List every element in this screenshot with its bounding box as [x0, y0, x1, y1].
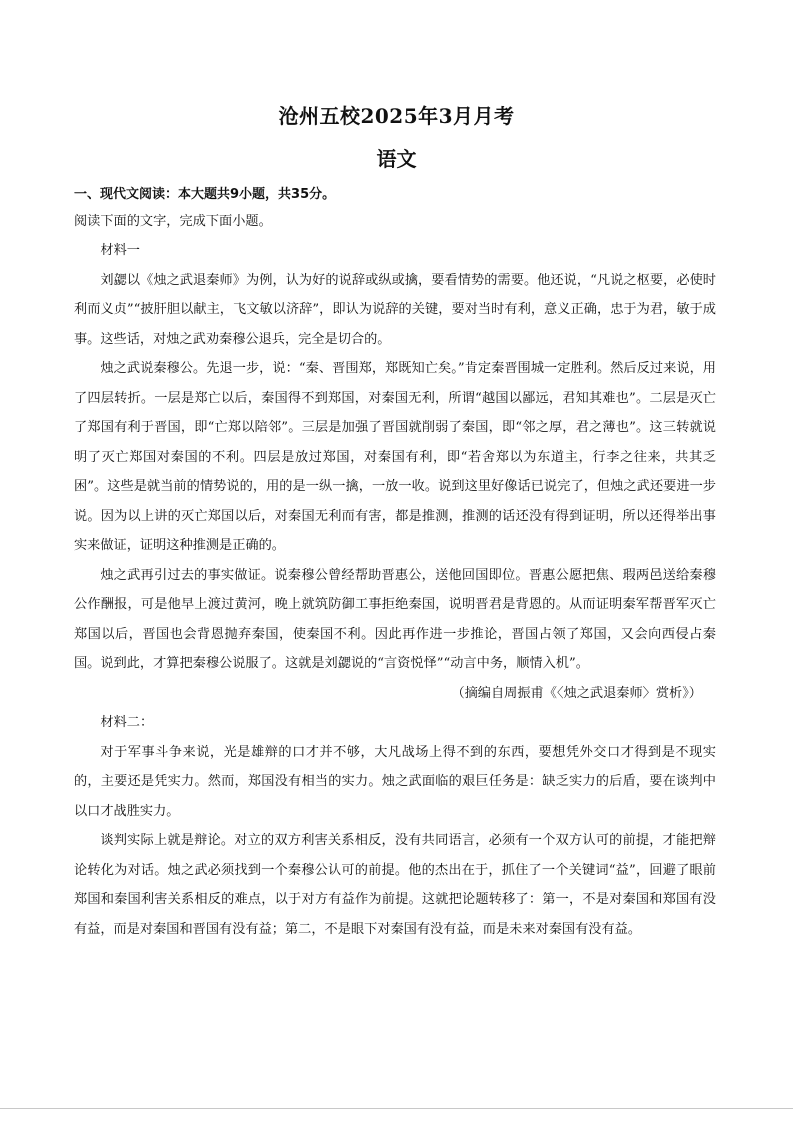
- material2-paragraph: 谈判实际上就是辩论。对立的双方利害关系相反，没有共同语言，必须有一个双方认可的前提，才能把辩论转化为对话。烛之武必须找到一个秦穆公认可的前提。他的杰出在于，抓住了一个关键词“益”，回避了眼前郑国和秦国利害关系相反的难点，以于对方有益作为前提。这就把论题转移了：第一，不是对秦国和郑国有没有益，而是对秦国和晋国有没有益；第二，不是眼下对秦国有没有益，而是未来对秦国有没有益。: [74, 833, 716, 937]
- document-body: [74, 184, 716, 944]
- page-title: 沧州五校2025年3月月考: [278, 104, 515, 128]
- material1-paragraph: 烛之武说秦穆公。先退一步，说：“秦、晋围郑，郑既知亡矣。”肯定秦晋围城一定胜利。然后反过来说，用了四层转折。一层是郑亡以后，秦国得不到郑国，对秦国无利，所谓“越国以鄙远，君知其难也”。二层是灭亡了郑国有利于晋国，即“亡郑以陪邻”。三层是加强了晋国就削弱了秦国，即“邻之厚，君之薄也”。这三转就说明了灭亡郑国对秦国的不利。四层是放过郑国，对秦国有利，即“若舍郑以为东道主，行李之往来，共其乏困”。这些是就当前的情势说的，用的是一纵一擒，一放一收。说到这里好像话已说完了，但烛之武还要进一步说。因为以上讲的灭亡郑国以后，对秦国无利而有害，都是推测，推测的话还没有得到证明，所以还得举出事实来做证，证明这种推测是正确的。: [74, 361, 716, 553]
- material1-source: （摘编自周振甫《〈烛之武退秦师〉赏析》）: [451, 685, 702, 701]
- material1-paragraph: 刘勰以《烛之武退秦师》为例，认为好的说辞或纵或擒，要看情势的需要。他还说，“凡说之枢要，必使时利而义贞”“披肝胆以献主，飞文敏以济辞”，即认为说辞的关键，要对当时有利，意义正确，忠于为君，敏于成事。这些话，对烛之武劝秦穆公退兵，完全是切合的。: [74, 272, 716, 347]
- section-heading: 一、现代文阅读：本大题共9小题，共35分。: [74, 187, 336, 202]
- material1-paragraph: 烛之武再引过去的事实做证。说秦穆公曾经帮助晋惠公，送他回国即位。晋惠公愿把焦、瑕两邑送给秦穆公作酬报，可是他早上渡过黄河，晚上就筑防御工事拒绝秦国，说明晋君是背恩的。从而证明秦军帮晋军灭亡郑国以后，晋国也会背恩抛弃秦国，使秦国不利。因此再作进一步推论，晋国占领了郑国，又会向西侵占秦国。说到此，才算把秦穆公说服了。这就是刘勰说的“言资悦怿”“动言中务，顺情入机”。: [74, 567, 716, 671]
- instruction-text: 阅读下面的文字，完成下面小题。: [74, 214, 272, 229]
- material2-label: 材料二：: [100, 715, 154, 730]
- material1-label: 材料一: [100, 243, 140, 258]
- page-bottom-divider: [0, 1108, 793, 1109]
- subject-title: 语文: [376, 147, 417, 171]
- material2-paragraph: 对于军事斗争来说，光是雄辩的口才并不够，大凡战场上得不到的东西，要想凭外交口才得到是不现实的，主要还是凭实力。然而，郑国没有相当的实力。烛之武面临的艰巨任务是：缺乏实力的后盾，要在谈判中以口才战胜实力。: [74, 744, 716, 819]
